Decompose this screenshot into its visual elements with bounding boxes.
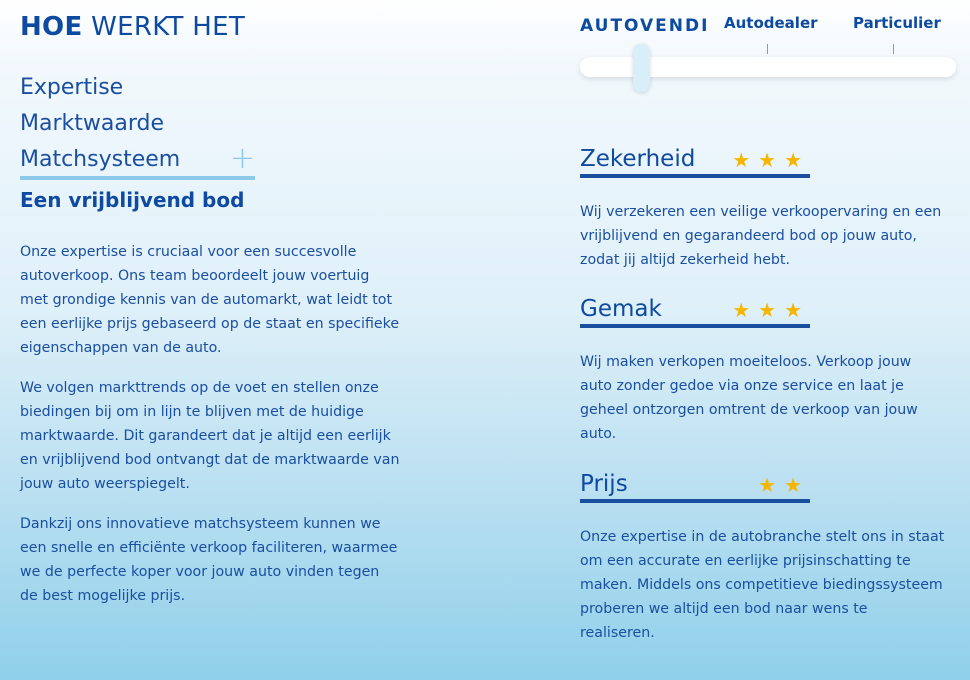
title-light: WERKT HET <box>91 12 246 42</box>
paragraph-1: Onze expertise is cruciaal voor een succesvolle autoverkoop. Ons team beoordeelt jouw voertuig met grondige kennis van de automarkt, wat leidt tot een eerlijke prijs gebaseerd op de staat en specifieke eigenschappen van de auto. <box>20 244 400 356</box>
feature-gemak <box>580 294 945 446</box>
feature-text: Onze expertise in de autobranche stelt ons in staat om een accurate en eerlijke prijsinschatting te maken. Middels ons competitieve biedingssysteem proberen we altijd een bod naar wens te realiseren. <box>580 529 945 641</box>
feature-zekerheid <box>580 144 945 272</box>
section-description <box>20 240 400 624</box>
feature-text: Wij verzekeren een veilige verkoopervaring en een vrijblijvend en gegarandeerd bod op jouw auto, zodat jij altijd zekerheid hebt. <box>580 204 942 268</box>
title-bold: HOE <box>20 12 83 42</box>
feature-header <box>580 469 810 503</box>
autovendi-logo[interactable]: AUTOVENDI <box>580 16 710 36</box>
feature-text: Wij maken verkopen moeiteloos. Verkoop jouw auto zonder gedoe via onze service en laat je geheel ontzorgen omtrent de verkoop van jouw auto. <box>580 354 918 442</box>
option-autodealer[interactable]: Autodealer <box>724 14 818 32</box>
accordion-item-label: Matchsysteem <box>20 147 181 172</box>
page-title <box>20 12 245 42</box>
feature-prijs <box>580 469 945 645</box>
accordion <box>20 72 260 212</box>
feature-title: Prijs <box>580 471 628 497</box>
paragraph-3: Dankzij ons innovatieve matchsysteem kunnen we een snelle en efficiënte verkoop faciliteren, waarmee we de perfecte koper voor jouw auto vinden tegen de best mogelijke prijs. <box>20 516 398 604</box>
feature-header <box>580 144 810 178</box>
star-rating: ★★ <box>758 473 810 497</box>
star-rating: ★★★ <box>732 148 810 172</box>
active-section-heading: Een vrijblijvend bod <box>20 188 245 212</box>
slider-tick <box>893 44 894 54</box>
accordion-item-marktwaarde[interactable]: Marktwaarde <box>20 111 164 136</box>
comparison-slider-handle[interactable] <box>633 44 650 92</box>
feature-title: Gemak <box>580 296 662 322</box>
accordion-item-expertise[interactable]: Expertise <box>20 75 124 100</box>
option-particulier[interactable]: Particulier <box>853 14 941 32</box>
star-rating: ★★★ <box>732 298 810 322</box>
plus-icon[interactable]: + <box>229 141 255 176</box>
feature-title: Zekerheid <box>580 146 696 172</box>
accordion-item-matchsysteem[interactable] <box>20 141 255 180</box>
slider-tick <box>767 44 768 54</box>
feature-header <box>580 294 810 328</box>
paragraph-2: We volgen markttrends op de voet en stellen onze biedingen bij om in lijn te blijven met de huidige marktwaarde. Dit garandeert dat je altijd een eerlijk en vrijblijvend bod ontvangt dat de marktwaarde van jouw auto weerspiegelt. <box>20 380 400 492</box>
